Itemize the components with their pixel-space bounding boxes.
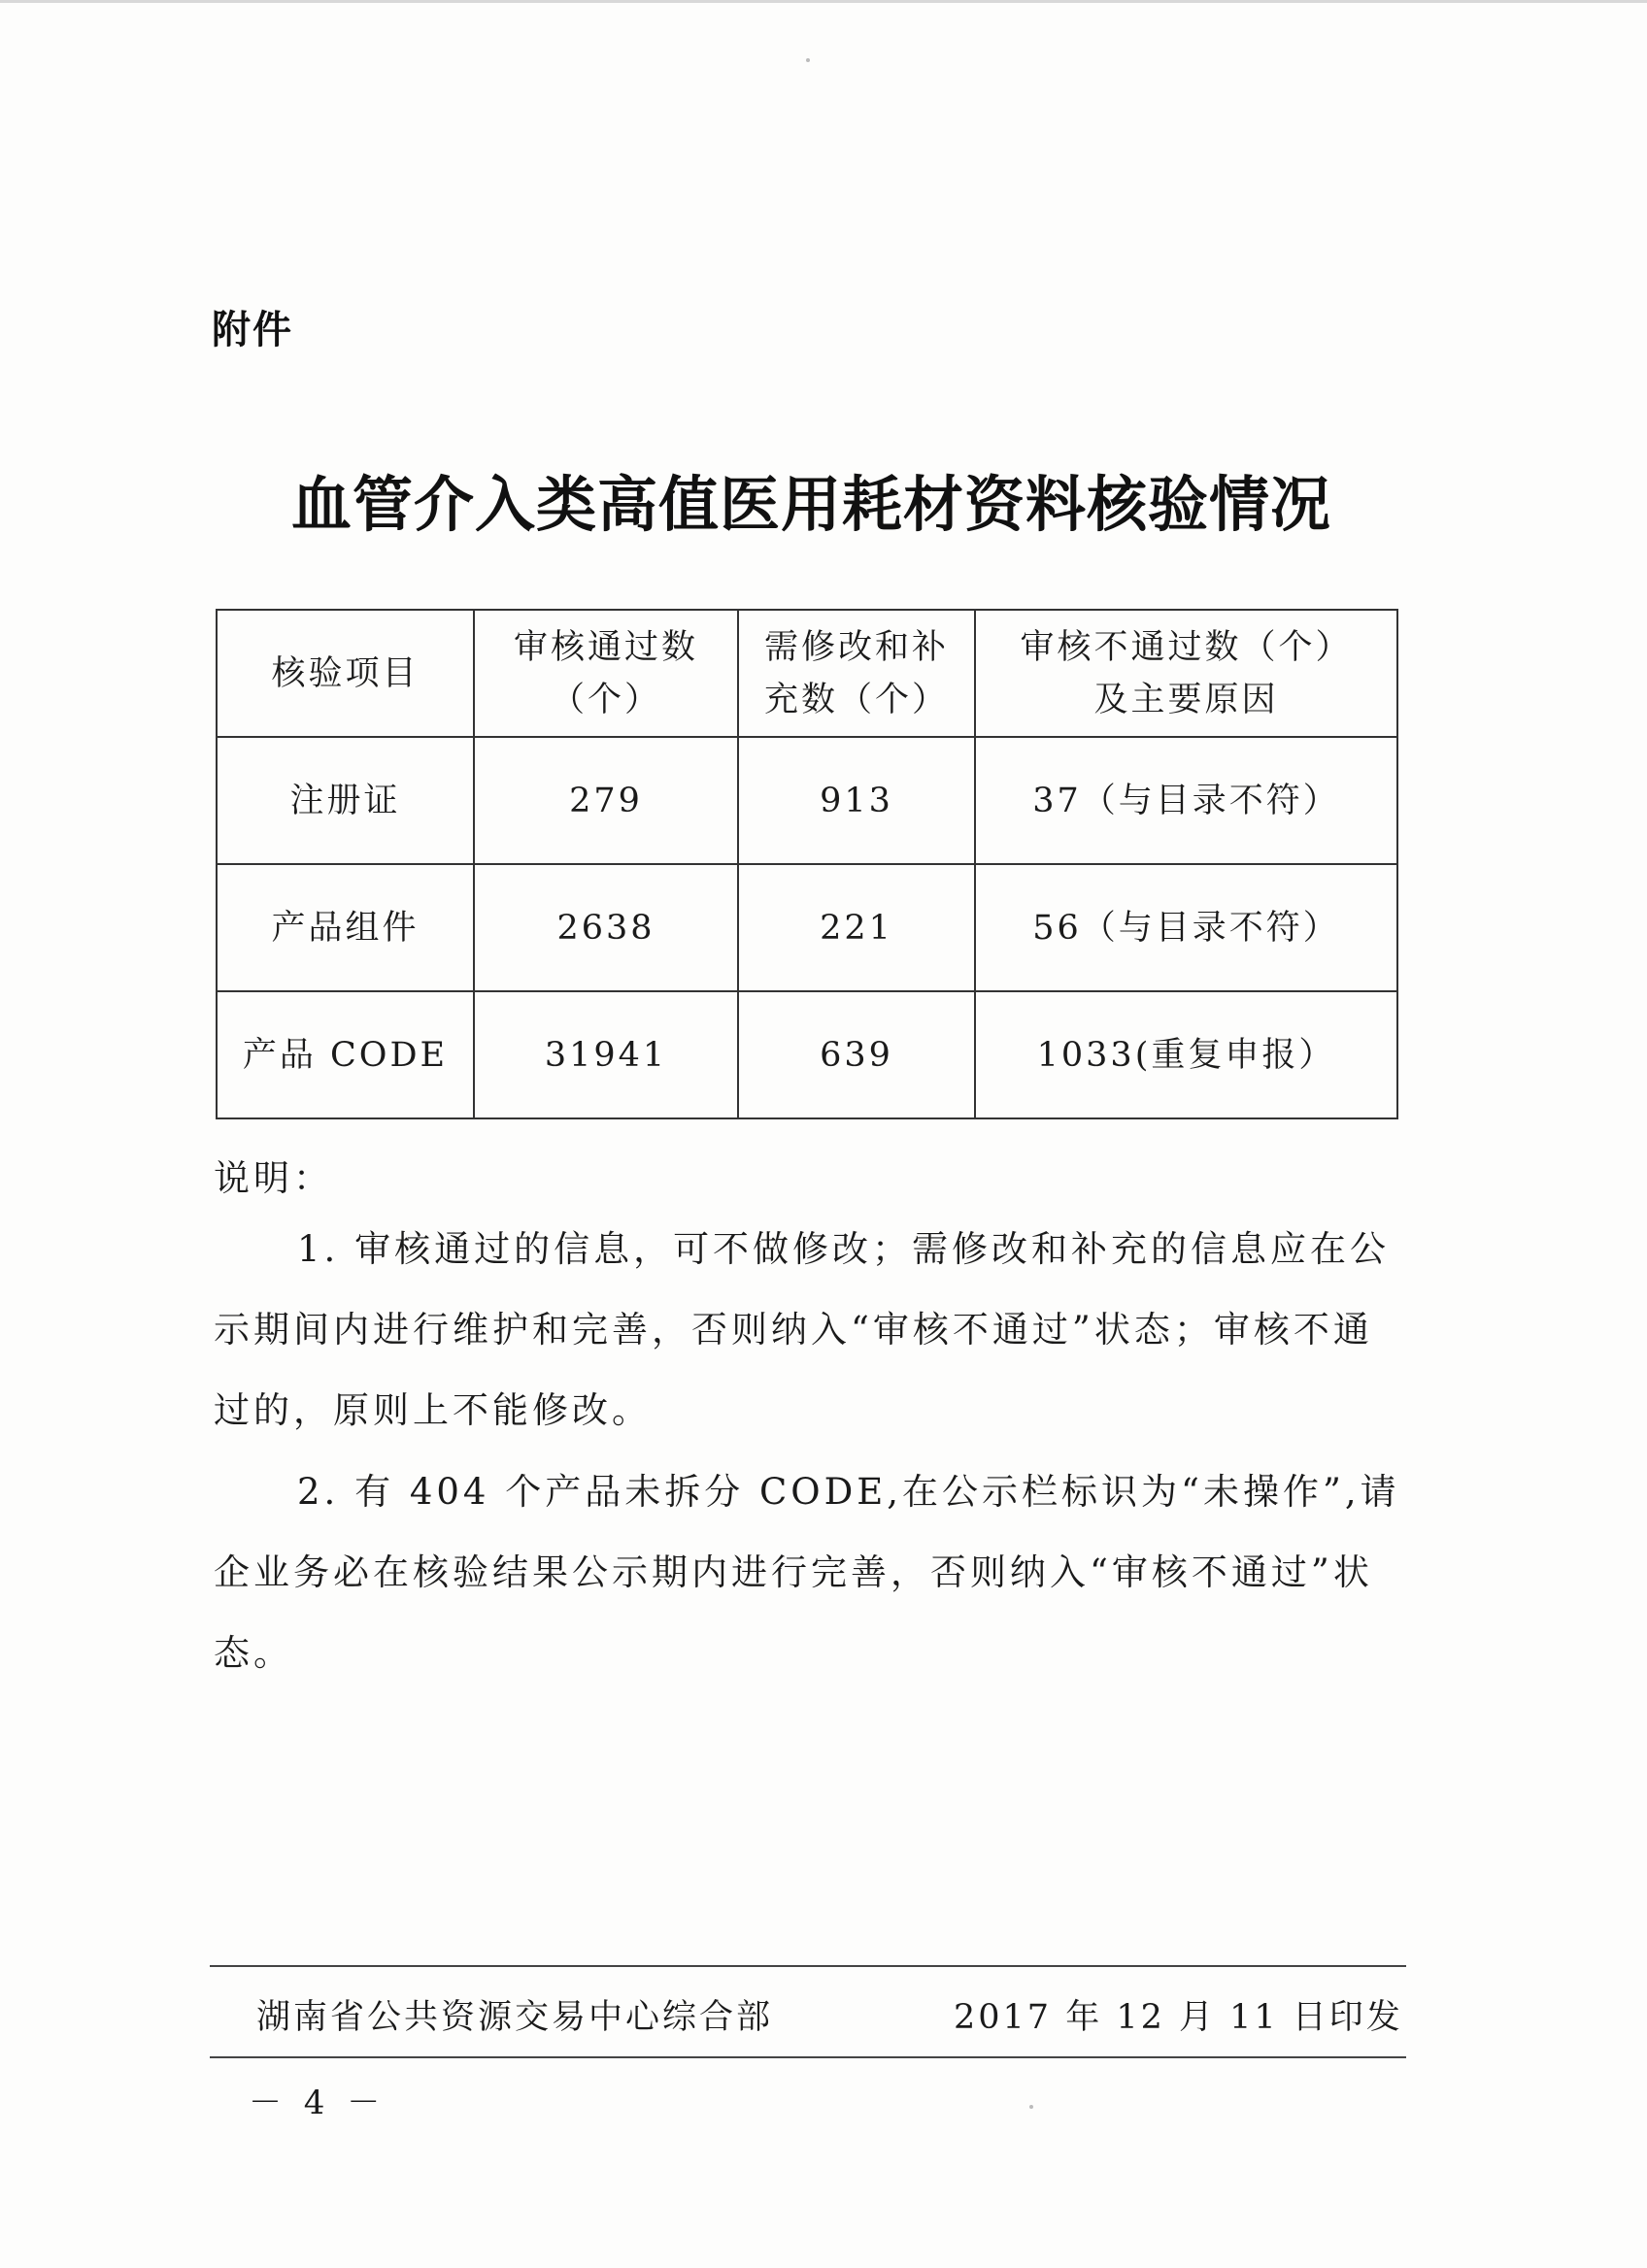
header-revise-line1: 需修改和补 <box>763 627 949 667</box>
cell-revise: 639 <box>738 991 975 1118</box>
header-approved <box>474 610 738 737</box>
footer-issuer: 湖南省公共资源交易中心综合部 <box>256 1998 774 2037</box>
cell-item: 注册证 <box>217 737 474 864</box>
scan-speck <box>1029 2105 1033 2109</box>
cell-rejected: 56（与目录不符） <box>975 864 1397 991</box>
table-header-row <box>217 610 1397 737</box>
header-rejected-line2: 及主要原因 <box>1093 680 1279 719</box>
cell-revise: 913 <box>738 737 975 864</box>
cell-approved: 31941 <box>474 991 738 1118</box>
footer-rule-bottom <box>210 2056 1406 2058</box>
table-row <box>217 991 1397 1118</box>
footer-date: 2017 年 12 月 11 日印发 <box>954 1998 1403 2037</box>
document-title: 血管介入类高值医用耗材资料核验情况 <box>291 469 1332 540</box>
header-rejected-line1: 审核不通过数（个） <box>1020 627 1353 667</box>
scan-speck <box>806 58 810 62</box>
header-approved-line2: （个） <box>550 680 661 719</box>
header-revise <box>738 610 975 737</box>
cell-item: 产品 CODE <box>217 991 474 1118</box>
cell-approved: 2638 <box>474 864 738 991</box>
header-item-label: 核验项目 <box>271 653 420 693</box>
attachment-label: 附件 <box>212 308 293 352</box>
footer-rule-top <box>210 1965 1406 1967</box>
table-row <box>217 864 1397 991</box>
note-item-2: 2. 有 404 个产品未拆分 CODE,在公示栏标识为“未操作”,请企业务必在核验结果公示期内进行完善，否则纳入“审核不通过”状态。 <box>214 1471 1400 1674</box>
header-rejected <box>975 610 1397 737</box>
scan-edge <box>0 0 1647 3</box>
verification-table <box>216 609 1398 1119</box>
notes-heading: 说明： <box>214 1157 333 1199</box>
header-approved-line1: 审核通过数 <box>513 627 698 667</box>
table-row <box>217 737 1397 864</box>
page-number: － 4 － <box>249 2084 387 2122</box>
cell-approved: 279 <box>474 737 738 864</box>
cell-rejected: 37（与目录不符） <box>975 737 1397 864</box>
cell-rejected: 1033(重复申报） <box>975 991 1397 1118</box>
cell-item: 产品组件 <box>217 864 474 991</box>
header-item <box>217 610 474 737</box>
cell-revise: 221 <box>738 864 975 991</box>
header-revise-line2: 充数（个） <box>763 680 949 719</box>
note-item-1: 1. 审核通过的信息，可不做修改；需修改和补充的信息应在公示期间内进行维护和完善，否则纳入“审核不通过”状态；审核不通过的，原则上不能修改。 <box>214 1228 1391 1431</box>
